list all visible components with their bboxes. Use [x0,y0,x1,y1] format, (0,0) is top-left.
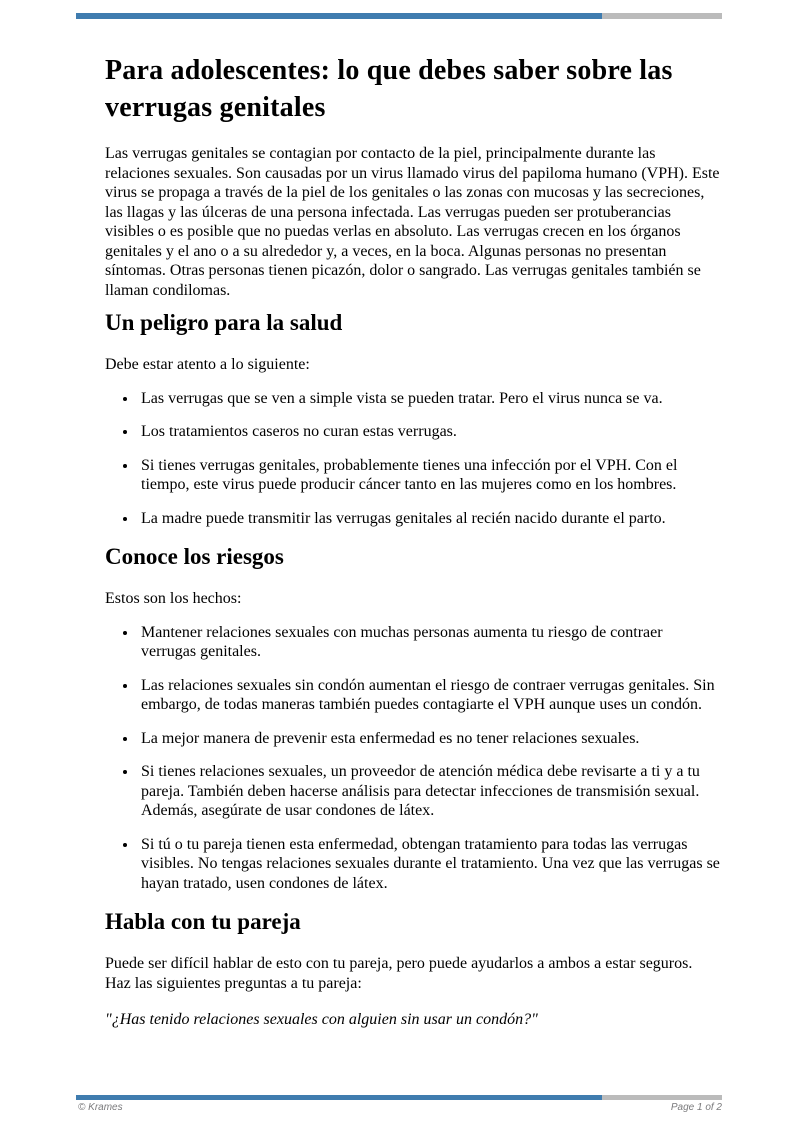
document-body [105,0,720,1030]
intro-paragraph: Las verrugas genitales se contagian por contacto de la piel, principalmente durante las relaciones sexuales. Son causadas por un virus llamado virus del papiloma humano (VPH). Este virus se propaga a través de la piel de los genitales o las zonas con mucosas y las secreciones, las llagas y las úlceras de una persona infectada. Las verrugas pueden ser protuberancias visibles o es posible que no puedas verlas en absoluto. Las verrugas crecen en los órganos genitales y el ano o a su alrededor y, a veces, en la boca. Algunas personas no presentan síntomas. Otras personas tienen picazón, dolor o sangrado. Las verrugas genitales también se llaman condilomas. [105,145,720,299]
section-heading-health-danger: Un peligro para la salud [105,310,343,335]
bullet-item: • Si tienes verrugas genitales, probablemente tienes una infección por el VPH. Con el tiempo, este virus puede producir cáncer tanto en las mujeres como en los hombres. [138,456,720,495]
bullet-item: • Mantener relaciones sexuales con muchas personas aumenta tu riesgo de contraer verrugas genitales. [138,623,720,662]
copyright-label: © Krames [78,1102,123,1113]
bullet-item: • Los tratamientos caseros no curan estas verrugas. [138,422,720,442]
section-lead: Estos son los hechos: [105,590,242,607]
footer-rule [76,1095,722,1100]
partner-question-quote: "¿Has tenido relaciones sexuales con alguien sin usar un condón?" [105,1011,538,1028]
bullet-item: • Las relaciones sexuales sin condón aumentan el riesgo de contraer verrugas genitales. Sin embargo, de todas maneras también puedes contagiarte el VPH aunque uses un condón. [138,676,720,715]
bullet-item: • Si tú o tu pareja tienen esta enfermedad, obtengan tratamiento para todas las verrugas visibles. No tengas relaciones sexuales durante el tratamiento. Una vez que las verrugas se hayan tratado, usen condones de látex. [138,835,720,894]
footer [78,1102,722,1113]
section-heading-know-risks: Conoce los riesgos [105,544,284,569]
page-title: Para adolescentes: lo que debes saber sobre las verrugas genitales [105,55,673,123]
bullet-list-know-risks [105,623,720,894]
bullet-item: • La mejor manera de prevenir esta enfermedad es no tener relaciones sexuales. [138,729,720,749]
section-lead: Debe estar atento a lo siguiente: [105,356,310,373]
bullet-list-health-danger [105,389,720,529]
section-lead: Puede ser difícil hablar de esto con tu pareja, pero puede ayudarlos a ambos a estar seguros. Haz las siguientes preguntas a tu pareja: [105,955,693,992]
section-heading-talk-to-partner: Habla con tu pareja [105,909,301,934]
bullet-item: • Las verrugas que se ven a simple vista se pueden tratar. Pero el virus nunca se va. [138,389,720,409]
page-number-label: Page 1 of 2 [670,1102,722,1113]
bullet-item: • Si tienes relaciones sexuales, un proveedor de atención médica debe revisarte a ti y a tu pareja. También deben hacerse análisis para detectar infecciones de transmisión sexual. Además, asegúrate de usar condones de látex. [138,762,720,821]
bullet-item: • La madre puede transmitir las verrugas genitales al recién nacido durante el parto. [138,509,720,529]
